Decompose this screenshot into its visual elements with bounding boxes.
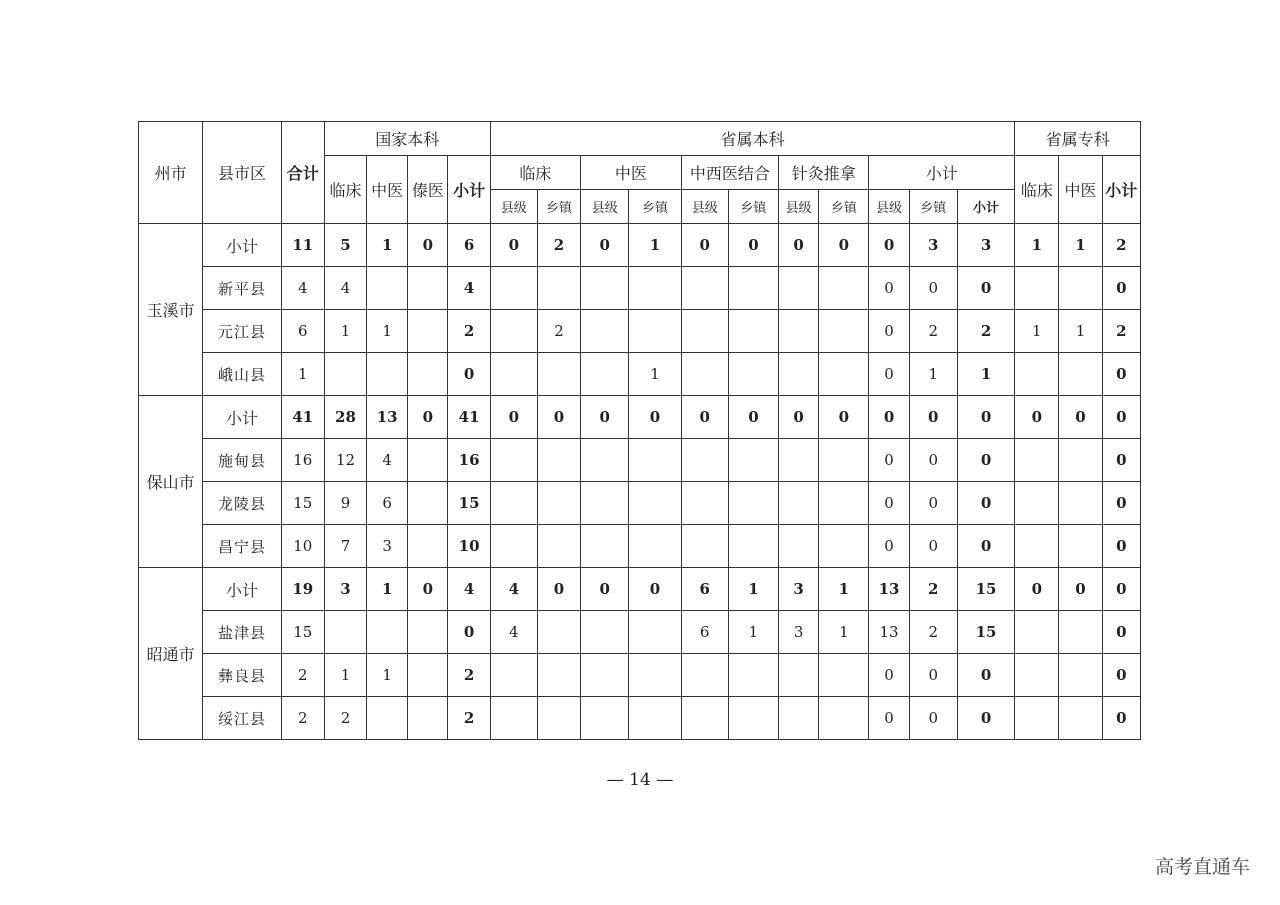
value-cell: 0 [629, 568, 681, 611]
value-cell: 6 [448, 224, 490, 267]
value-cell: 0 [1102, 568, 1140, 611]
value-cell: 2 [909, 568, 957, 611]
value-cell [1015, 267, 1059, 310]
value-cell: 2 [448, 654, 490, 697]
value-cell [408, 267, 448, 310]
value-cell: 6 [281, 310, 324, 353]
value-cell [1059, 525, 1102, 568]
value-cell: 2 [324, 697, 366, 740]
value-cell [681, 439, 728, 482]
value-cell [581, 611, 629, 654]
value-cell: 19 [281, 568, 324, 611]
value-cell: 2 [537, 310, 580, 353]
value-cell: 0 [869, 267, 909, 310]
table-row [139, 396, 1141, 439]
value-cell: 13 [869, 611, 909, 654]
value-cell: 3 [957, 224, 1014, 267]
value-cell [581, 353, 629, 396]
value-cell: 0 [1059, 568, 1102, 611]
value-cell: 1 [367, 310, 408, 353]
value-cell: 1 [957, 353, 1014, 396]
value-cell [681, 654, 728, 697]
value-cell [581, 310, 629, 353]
value-cell: 2 [957, 310, 1014, 353]
value-cell [1015, 482, 1059, 525]
value-cell [490, 267, 537, 310]
enrollment-table [138, 121, 1141, 740]
value-cell: 13 [367, 396, 408, 439]
value-cell [819, 482, 869, 525]
value-cell [681, 353, 728, 396]
value-cell [537, 482, 580, 525]
value-cell: 0 [681, 224, 728, 267]
value-cell [1059, 267, 1102, 310]
value-cell: 2 [909, 310, 957, 353]
value-cell: 2 [281, 697, 324, 740]
value-cell [681, 697, 728, 740]
value-cell [1015, 439, 1059, 482]
value-cell [728, 525, 778, 568]
value-cell: 0 [869, 439, 909, 482]
value-cell: 1 [819, 568, 869, 611]
value-cell: 2 [909, 611, 957, 654]
value-cell: 1 [367, 568, 408, 611]
value-cell: 15 [957, 568, 1014, 611]
value-cell [629, 267, 681, 310]
header-gj-daiyi: 傣医 [408, 156, 448, 224]
value-cell: 2 [1102, 310, 1140, 353]
value-cell [779, 482, 819, 525]
header-heji: 合计 [281, 122, 324, 224]
county-name: 昌宁县 [203, 525, 281, 568]
county-name: 绥江县 [203, 697, 281, 740]
value-cell: 0 [909, 482, 957, 525]
value-cell [490, 353, 537, 396]
county-name: 元江县 [203, 310, 281, 353]
table-row [139, 568, 1141, 611]
value-cell: 16 [281, 439, 324, 482]
value-cell [408, 611, 448, 654]
value-cell [490, 310, 537, 353]
header-xiangzhen: 乡镇 [629, 190, 681, 224]
subtotal-label: 小计 [203, 568, 281, 611]
value-cell: 7 [324, 525, 366, 568]
value-cell [581, 525, 629, 568]
value-cell [490, 525, 537, 568]
header-xianji: 县级 [581, 190, 629, 224]
value-cell: 0 [909, 654, 957, 697]
value-cell [819, 525, 869, 568]
header-gj-linchuang: 临床 [324, 156, 366, 224]
value-cell [779, 654, 819, 697]
value-cell: 1 [629, 353, 681, 396]
value-cell: 15 [448, 482, 490, 525]
value-cell: 0 [909, 267, 957, 310]
value-cell: 0 [1102, 482, 1140, 525]
value-cell [779, 310, 819, 353]
value-cell: 0 [490, 396, 537, 439]
value-cell: 1 [367, 654, 408, 697]
county-name: 施甸县 [203, 439, 281, 482]
value-cell: 28 [324, 396, 366, 439]
value-cell: 1 [1059, 310, 1102, 353]
header-zk-linchuang: 临床 [1015, 156, 1059, 224]
value-cell: 0 [869, 396, 909, 439]
value-cell: 0 [581, 568, 629, 611]
value-cell: 3 [779, 568, 819, 611]
value-cell: 0 [581, 224, 629, 267]
value-cell: 0 [408, 396, 448, 439]
value-cell: 1 [909, 353, 957, 396]
city-cell: 玉溪市 [139, 224, 203, 396]
value-cell [1059, 439, 1102, 482]
table-row [139, 697, 1141, 740]
value-cell [1059, 697, 1102, 740]
value-cell: 0 [728, 224, 778, 267]
value-cell: 0 [681, 396, 728, 439]
table-row [139, 353, 1141, 396]
value-cell: 0 [869, 697, 909, 740]
watermark: 高考直通车 [1154, 856, 1250, 878]
value-cell [728, 482, 778, 525]
value-cell: 4 [448, 568, 490, 611]
value-cell: 4 [367, 439, 408, 482]
table-row [139, 482, 1141, 525]
table-row [139, 611, 1141, 654]
value-cell: 0 [1102, 396, 1140, 439]
header-ss-linchuang: 临床 [490, 156, 580, 190]
value-cell: 0 [779, 396, 819, 439]
value-cell [728, 267, 778, 310]
value-cell: 41 [448, 396, 490, 439]
page-number: — 14 — [606, 770, 674, 790]
value-cell: 0 [957, 697, 1014, 740]
value-cell: 0 [869, 482, 909, 525]
value-cell [537, 654, 580, 697]
header-xianshiqu: 县市区 [203, 122, 281, 224]
value-cell [1059, 353, 1102, 396]
county-name: 盐津县 [203, 611, 281, 654]
value-cell [779, 353, 819, 396]
value-cell: 0 [909, 396, 957, 439]
value-cell [728, 353, 778, 396]
value-cell: 0 [957, 482, 1014, 525]
county-name: 龙陵县 [203, 482, 281, 525]
value-cell: 15 [281, 611, 324, 654]
value-cell: 0 [1102, 654, 1140, 697]
header-xiangzhen: 乡镇 [728, 190, 778, 224]
value-cell: 10 [448, 525, 490, 568]
value-cell: 0 [1015, 568, 1059, 611]
value-cell: 0 [957, 525, 1014, 568]
county-name: 彝良县 [203, 654, 281, 697]
value-cell: 0 [1102, 525, 1140, 568]
value-cell [408, 353, 448, 396]
value-cell: 1 [629, 224, 681, 267]
value-cell: 0 [1015, 396, 1059, 439]
value-cell: 0 [1102, 697, 1140, 740]
value-cell: 0 [957, 396, 1014, 439]
header-shengshu-zhuanke: 省属专科 [1015, 122, 1141, 156]
header-xiangzhen: 乡镇 [819, 190, 869, 224]
value-cell [367, 353, 408, 396]
value-cell [819, 310, 869, 353]
value-cell: 2 [281, 654, 324, 697]
value-cell [629, 525, 681, 568]
county-name: 峨山县 [203, 353, 281, 396]
value-cell: 0 [819, 224, 869, 267]
value-cell [490, 439, 537, 482]
value-cell: 4 [281, 267, 324, 310]
value-cell: 41 [281, 396, 324, 439]
value-cell: 6 [681, 611, 728, 654]
value-cell: 0 [1102, 353, 1140, 396]
subtotal-label: 小计 [203, 396, 281, 439]
header-zk-zhongyi: 中医 [1059, 156, 1102, 224]
value-cell: 6 [367, 482, 408, 525]
value-cell [581, 439, 629, 482]
value-cell: 4 [490, 611, 537, 654]
value-cell: 10 [281, 525, 324, 568]
value-cell [728, 697, 778, 740]
value-cell: 0 [909, 697, 957, 740]
table-row [139, 525, 1141, 568]
value-cell [629, 439, 681, 482]
value-cell [779, 525, 819, 568]
value-cell [779, 439, 819, 482]
value-cell [408, 525, 448, 568]
value-cell [1059, 482, 1102, 525]
value-cell: 1 [1015, 224, 1059, 267]
value-cell [537, 439, 580, 482]
value-cell [537, 611, 580, 654]
value-cell [1059, 654, 1102, 697]
value-cell: 16 [448, 439, 490, 482]
value-cell [681, 525, 728, 568]
value-cell: 1 [819, 611, 869, 654]
value-cell: 0 [728, 396, 778, 439]
value-cell: 0 [869, 224, 909, 267]
header-ss-zhenjiu: 针灸推拿 [779, 156, 869, 190]
value-cell [537, 267, 580, 310]
header-zhoushi: 州市 [139, 122, 203, 224]
value-cell [367, 267, 408, 310]
value-cell: 0 [909, 525, 957, 568]
value-cell [1015, 654, 1059, 697]
table-row [139, 654, 1141, 697]
value-cell [728, 654, 778, 697]
city-cell: 保山市 [139, 396, 203, 568]
table-row [139, 310, 1141, 353]
value-cell [537, 353, 580, 396]
value-cell: 3 [324, 568, 366, 611]
value-cell: 0 [537, 396, 580, 439]
value-cell: 1 [728, 611, 778, 654]
value-cell: 0 [957, 439, 1014, 482]
table-row [139, 439, 1141, 482]
value-cell: 0 [1102, 611, 1140, 654]
value-cell: 11 [281, 224, 324, 267]
value-cell: 1 [728, 568, 778, 611]
value-cell: 13 [869, 568, 909, 611]
header-gj-xiaoji: 小计 [448, 156, 490, 224]
value-cell: 0 [448, 353, 490, 396]
value-cell [779, 697, 819, 740]
value-cell: 4 [490, 568, 537, 611]
value-cell: 4 [324, 267, 366, 310]
header-xianji: 县级 [869, 190, 909, 224]
value-cell [1015, 697, 1059, 740]
header-guojia-benke: 国家本科 [324, 122, 490, 156]
table-row [139, 224, 1141, 267]
value-cell [490, 482, 537, 525]
value-cell [629, 697, 681, 740]
value-cell: 0 [1059, 396, 1102, 439]
value-cell: 4 [448, 267, 490, 310]
value-cell: 15 [957, 611, 1014, 654]
value-cell [537, 697, 580, 740]
value-cell: 2 [537, 224, 580, 267]
value-cell [537, 525, 580, 568]
value-cell [819, 439, 869, 482]
value-cell: 2 [1102, 224, 1140, 267]
header-ss-zhongyi: 中医 [581, 156, 681, 190]
city-cell: 昭通市 [139, 568, 203, 740]
value-cell: 2 [448, 697, 490, 740]
value-cell [490, 654, 537, 697]
table-row [139, 267, 1141, 310]
value-cell [367, 697, 408, 740]
header-xiaoji: 小计 [957, 190, 1014, 224]
value-cell [681, 310, 728, 353]
value-cell: 0 [1102, 267, 1140, 310]
value-cell: 0 [1102, 439, 1140, 482]
value-cell: 0 [408, 224, 448, 267]
value-cell [819, 267, 869, 310]
value-cell: 0 [819, 396, 869, 439]
value-cell [408, 482, 448, 525]
value-cell [1015, 353, 1059, 396]
value-cell: 0 [779, 224, 819, 267]
header-xianji: 县级 [681, 190, 728, 224]
value-cell: 0 [957, 654, 1014, 697]
header-ss-zhongxiyi: 中西医结合 [681, 156, 778, 190]
value-cell: 6 [681, 568, 728, 611]
value-cell: 0 [909, 439, 957, 482]
header-xiangzhen: 乡镇 [537, 190, 580, 224]
header-xianji: 县级 [490, 190, 537, 224]
value-cell: 1 [367, 224, 408, 267]
value-cell [819, 697, 869, 740]
county-name: 新平县 [203, 267, 281, 310]
value-cell: 2 [448, 310, 490, 353]
value-cell: 9 [324, 482, 366, 525]
value-cell: 15 [281, 482, 324, 525]
header-shengshu-benke: 省属本科 [490, 122, 1015, 156]
value-cell [819, 353, 869, 396]
value-cell: 1 [324, 654, 366, 697]
value-cell [490, 697, 537, 740]
value-cell [779, 267, 819, 310]
value-cell: 0 [957, 267, 1014, 310]
value-cell [581, 267, 629, 310]
value-cell [629, 654, 681, 697]
value-cell: 0 [869, 525, 909, 568]
value-cell [581, 697, 629, 740]
table-body [139, 224, 1141, 740]
value-cell [1059, 611, 1102, 654]
value-cell: 0 [869, 654, 909, 697]
value-cell: 0 [408, 568, 448, 611]
value-cell: 3 [909, 224, 957, 267]
value-cell [728, 439, 778, 482]
value-cell: 1 [281, 353, 324, 396]
value-cell [581, 482, 629, 525]
value-cell: 3 [779, 611, 819, 654]
header-zk-xiaoji: 小计 [1102, 156, 1140, 224]
value-cell [629, 611, 681, 654]
value-cell [1015, 525, 1059, 568]
header-ss-xiaoji: 小计 [869, 156, 1015, 190]
value-cell [681, 267, 728, 310]
value-cell: 0 [869, 353, 909, 396]
value-cell: 0 [448, 611, 490, 654]
value-cell: 1 [1015, 310, 1059, 353]
value-cell: 0 [629, 396, 681, 439]
value-cell [681, 482, 728, 525]
value-cell: 1 [324, 310, 366, 353]
value-cell: 0 [537, 568, 580, 611]
header-gj-zhongyi: 中医 [367, 156, 408, 224]
value-cell [408, 310, 448, 353]
value-cell: 1 [1059, 224, 1102, 267]
value-cell [819, 654, 869, 697]
value-cell [324, 353, 366, 396]
value-cell [408, 654, 448, 697]
value-cell [367, 611, 408, 654]
subtotal-label: 小计 [203, 224, 281, 267]
value-cell [324, 611, 366, 654]
value-cell [629, 310, 681, 353]
value-cell: 0 [869, 310, 909, 353]
value-cell: 0 [490, 224, 537, 267]
value-cell [408, 439, 448, 482]
value-cell: 0 [581, 396, 629, 439]
value-cell [1015, 611, 1059, 654]
value-cell [408, 697, 448, 740]
value-cell [728, 310, 778, 353]
value-cell [581, 654, 629, 697]
value-cell: 5 [324, 224, 366, 267]
value-cell: 12 [324, 439, 366, 482]
header-xiangzhen: 乡镇 [909, 190, 957, 224]
value-cell: 3 [367, 525, 408, 568]
header-xianji: 县级 [779, 190, 819, 224]
value-cell [629, 482, 681, 525]
